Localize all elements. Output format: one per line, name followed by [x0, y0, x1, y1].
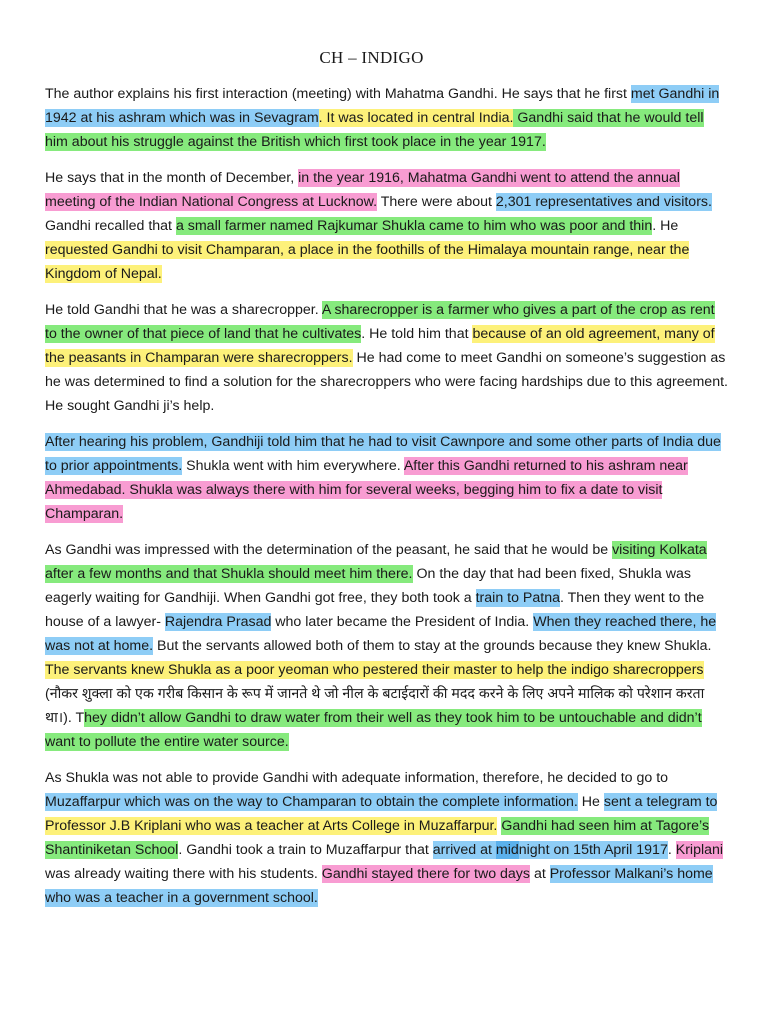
- highlighted-text-green: Gandhi had seen him at Tagore’s Shantiniketan School: [45, 818, 710, 858]
- paragraph-1: [45, 82, 728, 154]
- highlighted-text-blue: night on 15th April 1917: [518, 842, 668, 858]
- highlighted-text-blue: When they reached there, he was not at home.: [45, 614, 717, 654]
- text-segment: . He: [652, 218, 679, 234]
- text-segment: He: [577, 794, 604, 810]
- text-segment: But the servants allowed both of them to stay at the grounds because they knew Shukla.: [153, 638, 712, 654]
- highlighted-text-blue: met Gandhi in 1942 at his ashram which was in Sevagram: [45, 86, 720, 126]
- highlighted-text-blue: train to Patna: [475, 590, 561, 606]
- highlighted-text-green: a small farmer named Rajkumar Shukla came to him who was poor and thin: [175, 218, 653, 234]
- highlighted-text-green: visiting Kolkata after a few months and that Shukla should meet him there.: [45, 542, 707, 582]
- highlighted-text-blue: mid: [495, 842, 519, 858]
- text-segment: As Gandhi was impressed with the determination of the peasant, he said that he would be: [45, 542, 613, 558]
- text-segment: . He told him that: [361, 326, 473, 342]
- paragraph-2: [45, 166, 728, 286]
- text-segment: On the day that had been fixed, Shukla was eagerly waiting for Gandhiji. When Gandhi got free, they both took a: [45, 566, 691, 606]
- paragraph-6: [45, 766, 728, 910]
- text-segment: at: [530, 866, 550, 882]
- highlighted-text-blue: arrived at: [432, 842, 496, 858]
- highlighted-text-pink: in the year 1916, Mahatma Gandhi went to attend the annual meeting of the Indian National Congress at Lucknow.: [45, 170, 680, 210]
- text-segment: (नौकर शुक्ला को एक गरीब किसान के रूप में जानते थे जो नील के बटाईदारों की मदद करने के लिए अपने मालिक को परेशान करता था।). T: [45, 686, 705, 726]
- text-segment: He told Gandhi that he was a sharecropper.: [45, 302, 322, 318]
- highlighted-text-pink: After this Gandhi returned to his ashram near Ahmedabad. Shukla was always there with him for several weeks, begging him to fix a date to visit Champaran.: [45, 458, 688, 522]
- highlighted-text-pink: Gandhi stayed there for two days: [321, 866, 530, 882]
- paragraph-5: [45, 538, 728, 754]
- highlighted-text-yellow: because of an old agreement, many of the peasants in Champaran were sharecroppers.: [45, 326, 715, 366]
- highlighted-text-blue: sent a telegram to: [603, 794, 718, 810]
- text-segment: The author explains his first interaction (meeting) with Mahatma Gandhi. He says that he first: [45, 86, 631, 102]
- text-segment: was already waiting there with his students.: [45, 866, 322, 882]
- page-title: CH – INDIGO: [319, 48, 424, 67]
- text-segment: He had come to meet Gandhi on someone’s suggestion as he was determined to find a solution for the sharecroppers who were facing hardships due to this agreement. He sought Gandhi ji’s help.: [45, 350, 728, 414]
- text-segment: Shukla went with him everywhere.: [182, 458, 404, 474]
- paragraph-4: [45, 430, 728, 526]
- highlighted-text-blue: After hearing his problem, Gandhiji told him that he had to visit Cawnpore and some other parts of India due to prior appointments.: [45, 434, 721, 474]
- highlighted-text-green: Gandhi said that he would tell him about his struggle against the British which first took place in the year 1917.: [45, 110, 704, 150]
- highlighted-text-green: A sharecropper is a farmer who gives a part of the crop as rent to the owner of that piece of land that he cultivates: [45, 302, 715, 342]
- text-segment: .: [667, 842, 676, 858]
- text-segment: There were about: [377, 194, 496, 210]
- highlighted-text-pink: Kriplani: [675, 842, 724, 858]
- text-segment: . Then they went to the house of a lawyer-: [45, 590, 705, 630]
- highlighted-text-green: hey didn’t allow Gandhi to draw water from their well as they took him to be untouchable and didn’t want to pollute the entire water source.: [45, 710, 702, 750]
- document-body: [45, 82, 728, 910]
- text-segment: who later became the President of India.: [271, 614, 534, 630]
- highlighted-text-yellow: The servants knew Shukla as a poor yeoman who pestered their master to help the indigo sharecroppers: [45, 662, 704, 678]
- highlighted-text-blue: Muzaffarpur which was on the way to Champaran to obtain the complete information.: [45, 794, 578, 810]
- highlighted-text-blue: 2,301 representatives and visitors.: [495, 194, 712, 210]
- text-segment: He says that in the month of December,: [45, 170, 299, 186]
- highlighted-text-yellow: requested Gandhi to visit Champaran, a place in the foothills of the Himalaya mountain range, near the Kingdom of Nepal.: [45, 242, 690, 282]
- text-segment: As Shukla was not able to provide Gandhi with adequate information, therefore, he decided to go to: [45, 770, 669, 786]
- highlighted-text-blue: Professor Malkani’s home who was a teacher in a government school.: [45, 866, 713, 906]
- highlighted-text-blue: Rajendra Prasad: [164, 614, 272, 630]
- highlighted-text-yellow: Professor J.B Kriplani who was a teacher at Arts College in Muzaffarpur.: [45, 818, 498, 834]
- highlighted-text-yellow: . It was located in central India.: [318, 110, 514, 126]
- text-segment: Gandhi recalled that: [45, 218, 176, 234]
- text-segment: . Gandhi took a train to Muzaffarpur that: [178, 842, 433, 858]
- paragraph-3: [45, 298, 728, 418]
